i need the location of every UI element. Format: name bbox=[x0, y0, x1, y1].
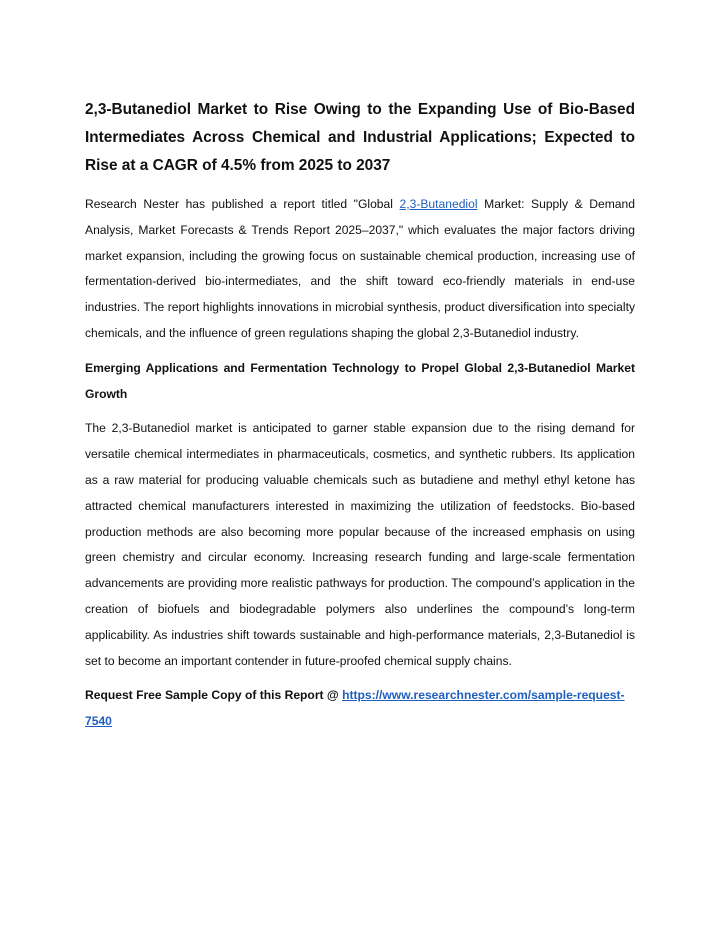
section-heading: Emerging Applications and Fermentation Technology to Propel Global 2,3-Butanediol Market Growth bbox=[85, 360, 635, 401]
intro-paragraph bbox=[85, 192, 635, 347]
intro-text-before-link: Research Nester has published a report titled "Global bbox=[85, 197, 400, 211]
sample-request-label: Request Free Sample Copy of this Report @ bbox=[85, 688, 343, 703]
document-page bbox=[85, 96, 635, 735]
intro-text-after-link: Market: Supply & Demand Analysis, Market Forecasts & Trends Report 2025–2037," which evaluates the major factors driving market expansion, including the growing focus on sustainable chemical production, increasing use of fermentation-derived bio-intermediates, and the shift toward eco-friendly materials in end-use industries. The report highlights innovations in microbial synthesis, product diversification into specialty chemicals, and the influence of green regulations shaping the global 2,3-Butanediol industry. bbox=[85, 197, 635, 340]
document-title: 2,3-Butanediol Market to Rise Owing to the Expanding Use of Bio-Based Intermediates Across Chemical and Industrial Applications; Expected to Rise at a CAGR of 4.5% from 2025 to 2037 bbox=[85, 101, 635, 174]
sample-request-link[interactable]: https://www.researchnester.com/sample-request-7540 bbox=[85, 688, 625, 729]
sample-request-line bbox=[85, 683, 635, 735]
report-link[interactable]: 2,3-Butanediol bbox=[399, 197, 478, 211]
body-paragraph: The 2,3-Butanediol market is anticipated to garner stable expansion due to the rising demand for versatile chemical intermediates in pharmaceuticals, cosmetics, and synthetic rubbers. Its application as a raw material for producing valuable chemicals such as butadiene and methyl ethyl ketone has attracted chemical manufacturers interested in maximizing the utilization of feedstocks. Bio-based production methods are also becoming more popular because of the increased emphasis on using green chemistry and circular economy. Increasing research funding and large-scale fermentation advancements are providing more realistic pathways for production. The compound’s application in the creation of biofuels and biodegradable polymers also underlines the compound’s long-term applicability. As industries shift towards sustainable and high-performance materials, 2,3-Butanediol is set to become an important contender in future-proofed chemical supply chains. bbox=[85, 421, 635, 668]
